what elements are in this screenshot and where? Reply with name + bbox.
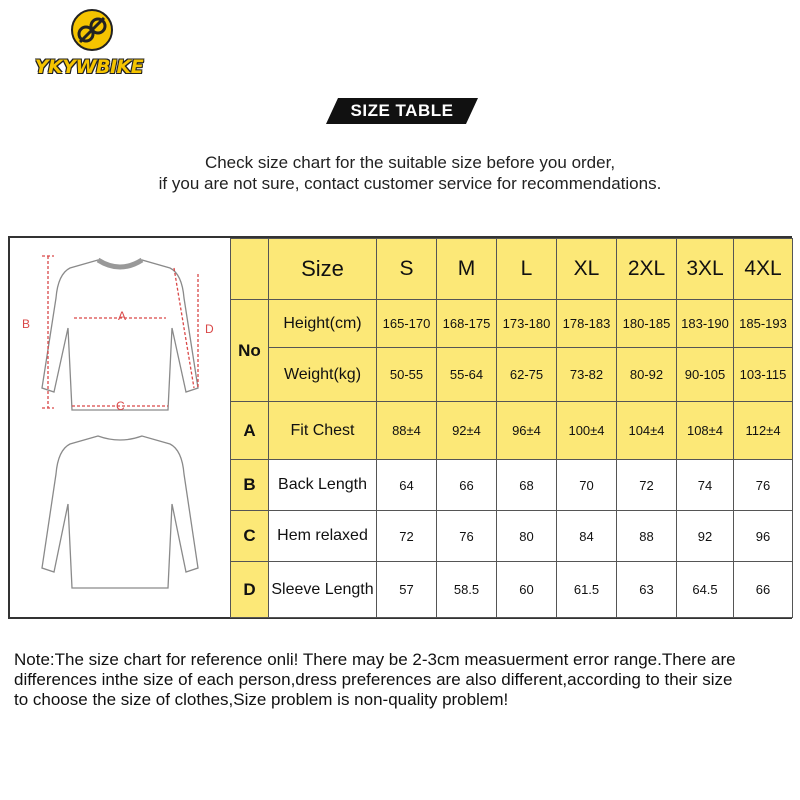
cell: 66 xyxy=(734,562,793,618)
size-col-xl: XL xyxy=(557,239,617,300)
row-label: Sleeve Length xyxy=(269,562,377,618)
cell: 112±4 xyxy=(734,402,793,460)
corner-cell xyxy=(231,239,269,300)
cell: 50-55 xyxy=(377,348,437,402)
cell: 63 xyxy=(617,562,677,618)
cell: 100±4 xyxy=(557,402,617,460)
cell: 66 xyxy=(437,460,497,511)
bike-logo-icon xyxy=(14,8,164,58)
cell: 90-105 xyxy=(677,348,734,402)
cell: 92±4 xyxy=(437,402,497,460)
cell: 58.5 xyxy=(437,562,497,618)
cell: 72 xyxy=(617,460,677,511)
cell: 73-82 xyxy=(557,348,617,402)
row-code: C xyxy=(231,511,269,562)
cell: 183-190 xyxy=(677,300,734,348)
cell: 180-185 xyxy=(617,300,677,348)
size-col-l: L xyxy=(497,239,557,300)
cell: 103-115 xyxy=(734,348,793,402)
table-row xyxy=(231,562,793,618)
brand-name: YKYWBIKE xyxy=(34,56,144,78)
intro-line-1: Check size chart for the suitable size before you order, xyxy=(204,153,616,172)
label-d: D xyxy=(205,322,214,336)
note-line-2: differences inthe size of each person,dress preferences are also different,according to their size xyxy=(14,670,733,689)
row-label: Hem relaxed xyxy=(269,511,377,562)
cell: 57 xyxy=(377,562,437,618)
cell: 84 xyxy=(557,511,617,562)
shirt-diagram-icon xyxy=(10,238,230,617)
label-a: A xyxy=(118,309,127,323)
size-col-2xl: 2XL xyxy=(617,239,677,300)
cell: 168-175 xyxy=(437,300,497,348)
cell: 70 xyxy=(557,460,617,511)
note-line-1: Note:The size chart for reference onli! There may be 2-3cm measuerment error range.There are xyxy=(14,650,736,669)
row-code: B xyxy=(231,460,269,511)
brand-logo xyxy=(14,8,164,78)
row-label: Fit Chest xyxy=(269,402,377,460)
note-line-3: to choose the size of clothes,Size problem is non-quality problem! xyxy=(14,690,509,709)
cell: 96±4 xyxy=(497,402,557,460)
cell: 64 xyxy=(377,460,437,511)
disclaimer-note xyxy=(14,650,794,710)
cell: 72 xyxy=(377,511,437,562)
size-chart xyxy=(8,236,792,619)
size-col-4xl: 4XL xyxy=(734,239,793,300)
cell: 88±4 xyxy=(377,402,437,460)
cell: 64.5 xyxy=(677,562,734,618)
cell: 68 xyxy=(497,460,557,511)
size-col-s: S xyxy=(377,239,437,300)
table-row xyxy=(231,460,793,511)
cell: 185-193 xyxy=(734,300,793,348)
row-label: Back Length xyxy=(269,460,377,511)
cell: 76 xyxy=(734,460,793,511)
no-label: No xyxy=(231,300,269,402)
row-code: D xyxy=(231,562,269,618)
table-row xyxy=(231,300,793,348)
cell: 104±4 xyxy=(617,402,677,460)
label-c: C xyxy=(116,399,125,413)
cell: 76 xyxy=(437,511,497,562)
cell: 80 xyxy=(497,511,557,562)
table-row xyxy=(231,402,793,460)
cell: 60 xyxy=(497,562,557,618)
size-col-3xl: 3XL xyxy=(677,239,734,300)
cell: 96 xyxy=(734,511,793,562)
cell: 74 xyxy=(677,460,734,511)
garment-diagram xyxy=(10,238,232,617)
table-row xyxy=(231,511,793,562)
cell: 165-170 xyxy=(377,300,437,348)
size-col-m: M xyxy=(437,239,497,300)
table-row xyxy=(231,348,793,402)
cell: 173-180 xyxy=(497,300,557,348)
banner-title: SIZE TABLE xyxy=(350,101,454,120)
intro-text xyxy=(0,152,800,194)
cell: 80-92 xyxy=(617,348,677,402)
cell: 88 xyxy=(617,511,677,562)
size-table xyxy=(230,238,793,618)
intro-line-2: if you are not sure, contact customer service for recommendations. xyxy=(158,174,662,193)
cell: 61.5 xyxy=(557,562,617,618)
label-b: B xyxy=(22,317,31,331)
cell: 55-64 xyxy=(437,348,497,402)
cell: 62-75 xyxy=(497,348,557,402)
size-header-label: Size xyxy=(269,239,377,300)
row-label: Height(cm) xyxy=(269,300,377,348)
row-label: Weight(kg) xyxy=(269,348,377,402)
cell: 178-183 xyxy=(557,300,617,348)
row-code: A xyxy=(231,402,269,460)
cell: 92 xyxy=(677,511,734,562)
header-row xyxy=(231,239,793,300)
cell: 108±4 xyxy=(677,402,734,460)
